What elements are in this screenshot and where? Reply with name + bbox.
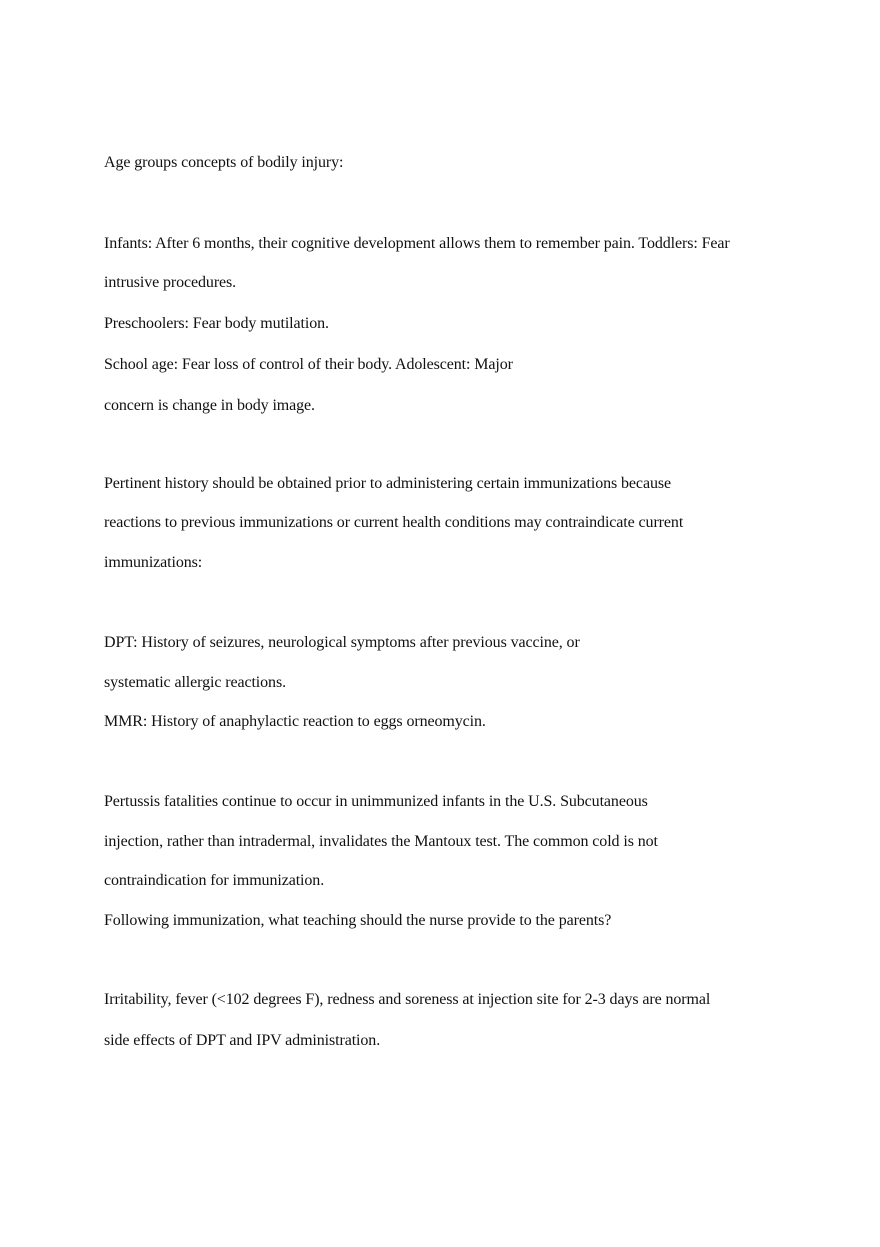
text-line: School age: Fear loss of control of their body. Adolescent: Major (104, 356, 513, 373)
text-line: intrusive procedures. (104, 274, 237, 291)
text-line: DPT: History of seizures, neurological symptoms after previous vaccine, or (104, 634, 580, 651)
text-line: Pertinent history should be obtained prior to administering certain immunizations because (104, 475, 671, 492)
text-line: Pertussis fatalities continue to occur in unimmunized infants in the U.S. Subcutaneous (104, 793, 648, 810)
text-line: injection, rather than intradermal, invalidates the Mantoux test. The common cold is not (104, 833, 658, 850)
document-heading: Age groups concepts of bodily injury: (104, 154, 344, 171)
text-line: Preschoolers: Fear body mutilation. (104, 315, 329, 332)
text-line: systematic allergic reactions. (104, 674, 286, 691)
text-line: Following immunization, what teaching should the nurse provide to the parents? (104, 912, 612, 929)
text-line: reactions to previous immunizations or current health conditions may contraindicate current (104, 514, 684, 531)
text-line: concern is change in body image. (104, 397, 315, 414)
text-line: contraindication for immunization. (104, 872, 325, 889)
text-line: side effects of DPT and IPV administration. (104, 1032, 381, 1049)
text-line: immunizations: (104, 554, 203, 571)
text-line: Irritability, fever (<102 degrees F), redness and soreness at injection site for 2-3 days are normal (104, 991, 711, 1008)
text-line: Infants: After 6 months, their cognitive development allows them to remember pain. Toddlers: Fear (104, 235, 730, 252)
text-line: MMR: History of anaphylactic reaction to eggs orneomycin. (104, 713, 486, 730)
